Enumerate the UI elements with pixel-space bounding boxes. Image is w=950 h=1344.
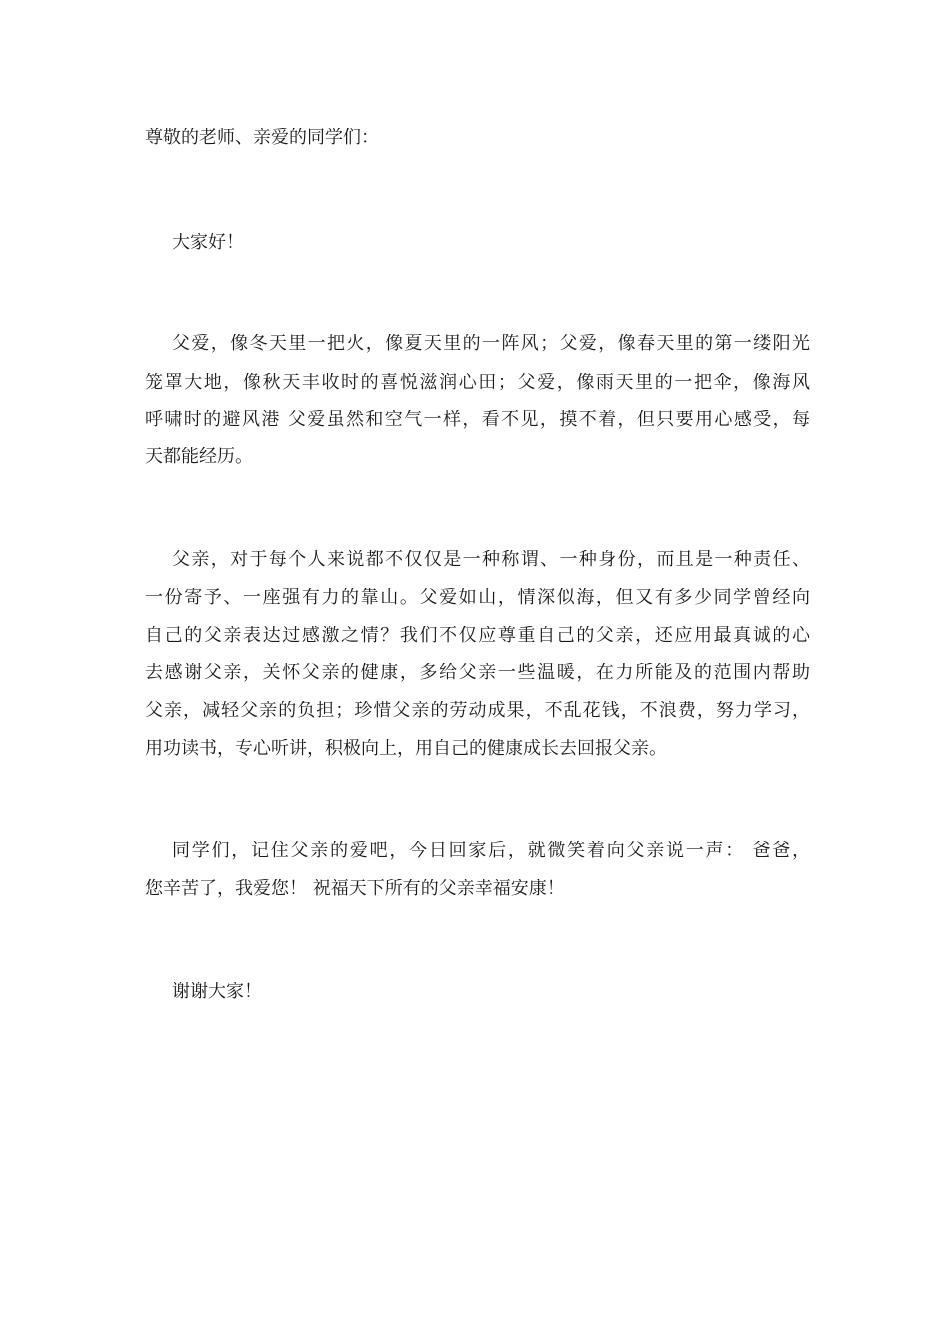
paragraph-line: 同学们，记住父亲的爱吧，今日回家后，就微笑着向父亲说一声： 爸爸， <box>172 841 810 861</box>
paragraph-line: 呼啸时的避风港 父爱虽然和空气一样，看不见，摸不着，但只要用心感受，每 <box>145 410 810 430</box>
paragraph-line: 父爱，像冬天里一把火，像夏天里的一阵风；父爱，像春天里的第一缕阳光 <box>172 334 810 354</box>
paragraph-line: 您辛苦了，我爱您！ 祝福天下所有的父亲幸福安康！ <box>145 879 565 899</box>
paragraph-line: 父亲，对于每个人来说都不仅仅是一种称谓、一种身份，而且是一种责任、 <box>172 550 810 570</box>
greeting: 大家好！ <box>172 233 244 253</box>
closing: 谢谢大家！ <box>172 982 262 1002</box>
salutation: 尊敬的老师、亲爱的同学们： <box>145 128 379 148</box>
paragraph-line: 一份寄予、一座强有力的靠山。父爱如山，情深似海，但又有多少同学曾经向 <box>145 588 810 608</box>
paragraph-line: 用功读书，专心听讲，积极向上，用自己的健康成长去回报父亲。 <box>145 739 667 759</box>
paragraph-line: 自己的父亲表达过感激之情？我们不仅应尊重自己的父亲，还应用最真诚的心 <box>145 626 810 646</box>
paragraph-line: 去感谢父亲，关怀父亲的健康，多给父亲一些温暖，在力所能及的范围内帮助 <box>145 663 810 683</box>
paragraph-line: 笼罩大地，像秋天丰收时的喜悦滋润心田；父爱，像雨天里的一把伞，像海风 <box>145 373 810 393</box>
paragraph-line: 天都能经历。 <box>145 447 253 467</box>
paragraph-line: 父亲，减轻父亲的负担；珍惜父亲的劳动成果，不乱花钱，不浪费，努力学习， <box>145 701 810 721</box>
